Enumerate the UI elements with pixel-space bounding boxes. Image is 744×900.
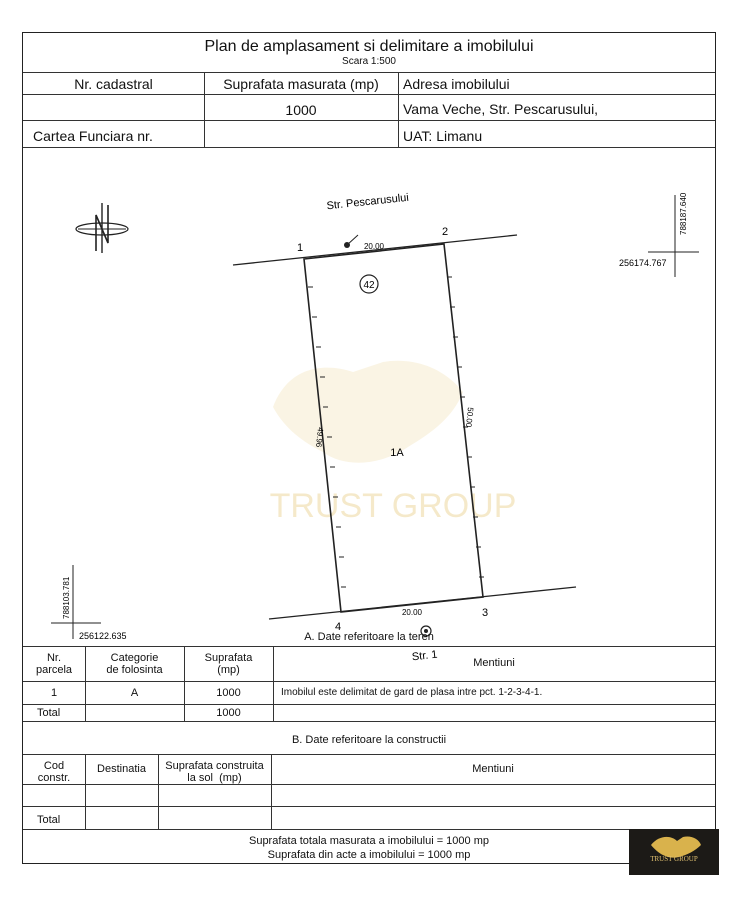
surface-cell: 1000 bbox=[216, 687, 241, 699]
gate-icon bbox=[344, 235, 358, 248]
total-label: Total bbox=[37, 707, 61, 719]
section-teren-title: A. Date referitoare la teren bbox=[304, 631, 434, 643]
divider bbox=[23, 72, 715, 73]
street-name-bottom: Str. 1 bbox=[411, 648, 439, 664]
cadastral-plan-sheet bbox=[22, 32, 716, 864]
col-header-construction-code: Cod constr. bbox=[37, 760, 71, 785]
logo-text: TRUST GROUP bbox=[650, 855, 698, 863]
section-constructii-title: B. Date referitoare la constructii bbox=[291, 734, 447, 746]
col-header-parcel-number: Nr. parcela bbox=[35, 652, 73, 677]
cadastral-number-header: Nr. cadastral bbox=[74, 76, 153, 92]
address-header: Adresa imobilului bbox=[403, 76, 510, 92]
watermark-text: TRUST GROUP bbox=[269, 487, 517, 525]
col-header-surface: Suprafata (mp) bbox=[204, 652, 253, 677]
total-label: Total bbox=[37, 814, 61, 826]
point-label: 2 bbox=[441, 226, 449, 238]
side-length-top: 20.00 bbox=[363, 242, 385, 251]
north-arrow-icon bbox=[76, 203, 128, 253]
divider bbox=[23, 681, 715, 682]
document-surface: Suprafata din acte a imobilului = 1000 mp bbox=[267, 849, 471, 861]
address-value: Vama Veche, Str. Pescarusului, bbox=[403, 101, 599, 117]
divider bbox=[23, 120, 715, 121]
divider bbox=[23, 721, 715, 722]
measured-surface-value: 1000 bbox=[285, 102, 317, 118]
parcel-number: 42 bbox=[363, 280, 375, 291]
col-header-mentions: Mentiuni bbox=[472, 763, 514, 775]
divider bbox=[23, 754, 715, 755]
street-name-top: Str. Pescarusului bbox=[326, 191, 410, 213]
carte-funciara-label: Cartea Funciara nr. bbox=[33, 128, 153, 144]
col-header-built-surface: Suprafata construita la sol (mp) bbox=[165, 760, 264, 785]
measured-surface-header: Suprafata masurata (mp) bbox=[223, 76, 379, 92]
category-cell: A bbox=[130, 687, 139, 699]
point-label: 1 bbox=[296, 242, 304, 254]
trust-group-logo bbox=[629, 829, 719, 875]
divider bbox=[23, 704, 715, 705]
document-title: Plan de amplasament si delimitare a imobilului bbox=[204, 38, 534, 55]
mentions-cell: Imobilul este delimitat de gard de plasa intre pct. 1-2-3-4-1. bbox=[281, 687, 543, 698]
uat-label: UAT: Limanu bbox=[403, 128, 483, 144]
coordinate-cross-bottom-left bbox=[51, 565, 101, 639]
col-header-destination: Destinatia bbox=[97, 763, 146, 775]
col-header-category: Categorie de folosinta bbox=[106, 652, 163, 677]
parcel-category-label: 1A bbox=[390, 447, 404, 459]
side-length-right: 50.00 bbox=[463, 406, 476, 428]
divider bbox=[23, 806, 715, 807]
side-length-bottom: 20.00 bbox=[401, 608, 423, 617]
total-measured-surface: Suprafata totala masurata a imobilului = 1000 mp bbox=[248, 835, 489, 847]
point-label: 4 bbox=[334, 621, 342, 633]
side-length-left: 49.96 bbox=[313, 426, 326, 448]
handshake-icon bbox=[629, 829, 719, 875]
divider bbox=[23, 829, 715, 830]
divider bbox=[23, 94, 715, 95]
total-value: 1000 bbox=[216, 707, 241, 719]
divider bbox=[23, 784, 715, 785]
coord-bottom-left-vertical: 788103.781 bbox=[62, 576, 71, 619]
coord-top-right-vertical: 788187.640 bbox=[679, 192, 688, 235]
watermark-handshake-icon bbox=[273, 361, 463, 463]
coord-bottom-left-horizontal: 256122.635 bbox=[79, 631, 127, 641]
divider bbox=[23, 646, 715, 647]
divider bbox=[398, 72, 399, 147]
parcel-number-cell: 1 bbox=[50, 687, 58, 699]
point-label: 3 bbox=[481, 607, 489, 619]
col-header-mentions: Mentiuni bbox=[473, 657, 515, 669]
coord-top-right-horizontal: 256174.767 bbox=[619, 258, 667, 268]
scale-label: Scara 1:500 bbox=[342, 56, 396, 67]
